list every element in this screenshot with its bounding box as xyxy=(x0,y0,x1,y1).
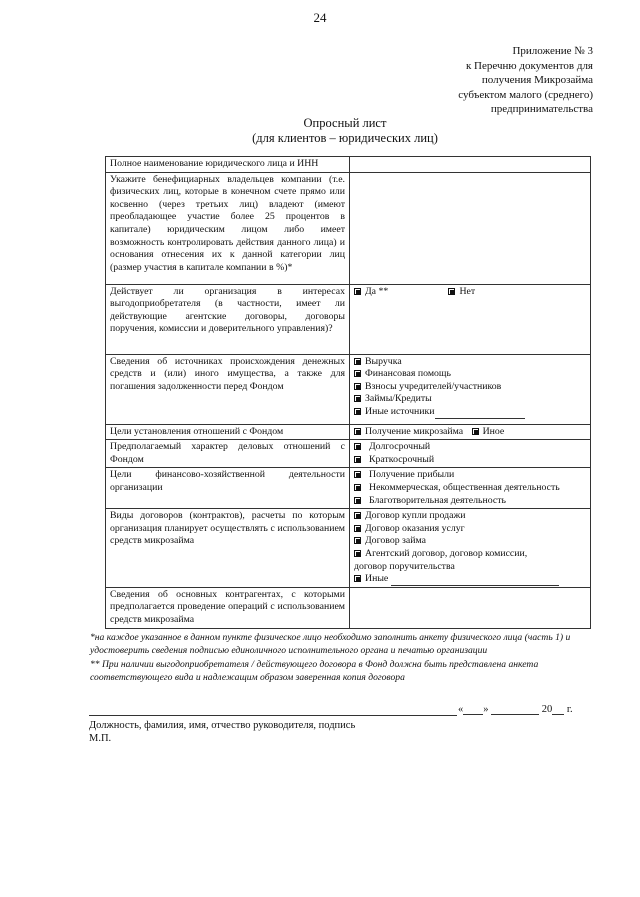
appendix-line: к Перечню документов для xyxy=(465,59,593,72)
question-cell: Предполагаемый характер деловых отношений с Фондом xyxy=(106,440,350,468)
checkbox-icon[interactable] xyxy=(354,456,361,463)
option-label: Выручка xyxy=(365,355,402,367)
option-item[interactable] xyxy=(354,510,586,523)
option-label: Благотворительная деятельность xyxy=(369,494,506,506)
option-label: Некоммерческая, общественная деятельность xyxy=(369,481,560,493)
table-row xyxy=(106,284,591,354)
option-item[interactable] xyxy=(354,426,463,437)
question-cell: Виды договоров (контрактов), расчеты по которым организация планирует осуществлять с использованием средств микрозайма xyxy=(106,509,350,588)
stamp-place: М.П. xyxy=(89,733,112,744)
question-cell: Действует ли организация в интересах выгодоприобретателя (в частности, имеет ли действующие агентские договоры, договоры поручения, комиссии и доверительного управления)? xyxy=(106,284,350,354)
question-cell: Полное наименование юридического лица и ИНН xyxy=(106,157,350,173)
year-prefix: 20 xyxy=(541,704,553,715)
checkbox-icon[interactable] xyxy=(354,471,361,478)
checkbox-icon[interactable] xyxy=(354,525,361,532)
option-item[interactable] xyxy=(354,368,586,381)
option-item[interactable] xyxy=(354,454,586,467)
option-item[interactable] xyxy=(354,469,586,482)
checkbox-icon[interactable] xyxy=(448,288,455,295)
option-label: Финансовая помощь xyxy=(365,368,451,380)
checkbox-icon[interactable] xyxy=(354,428,361,435)
option-label: Взносы учредителей/участников xyxy=(365,380,502,392)
date-quote-close: » xyxy=(483,704,489,715)
questionnaire-table xyxy=(105,156,591,629)
year-suffix: г. xyxy=(566,704,573,715)
option-item[interactable] xyxy=(354,381,586,394)
option-label: Долгосрочный xyxy=(369,441,431,453)
question-cell: Сведения об основных контрагентах, с которыми предполагается проведение операций с использованием средств микрозайма xyxy=(106,587,350,628)
table-row xyxy=(106,509,591,588)
answer-cell[interactable] xyxy=(350,157,591,173)
answer-cell xyxy=(350,440,591,468)
checkbox-icon[interactable] xyxy=(354,383,361,390)
option-label: Краткосрочный xyxy=(369,453,435,465)
option-continuation: договор поручительства xyxy=(354,560,455,572)
footnotes xyxy=(90,631,610,685)
appendix-line: Приложение № 3 xyxy=(512,45,593,57)
table-row xyxy=(106,157,591,173)
option-item[interactable] xyxy=(354,573,586,586)
option-label: Договор купли продажи xyxy=(365,510,466,522)
date-field[interactable] xyxy=(458,704,573,715)
question-cell: Укажите бенефициарных владельцев компании (т.е. физических лиц, которые в конечном счете прямо или косвенно (через третьих лиц) владеют (имеют преобладающее участие более 25 процентов в капитале) юридическим лицом либо имеет возможность контролировать действия данного лица) и основания отнесения их к данной категории лиц (размер участия в капитале компании в %)* xyxy=(106,172,350,284)
option-item[interactable] xyxy=(354,535,586,548)
option-label: Иные xyxy=(365,573,389,585)
checkbox-icon[interactable] xyxy=(354,550,361,557)
option-item[interactable] xyxy=(472,426,505,437)
table-row xyxy=(106,468,591,509)
year-blank[interactable] xyxy=(552,705,564,715)
answer-cell xyxy=(350,509,591,588)
answer-cell[interactable] xyxy=(350,587,591,628)
checkbox-icon[interactable] xyxy=(354,537,361,544)
checkbox-icon[interactable] xyxy=(354,358,361,365)
question-cell: Цели финансово-хозяйственной деятельности организации xyxy=(106,468,350,509)
title-line: Опросный лист xyxy=(303,116,387,130)
checkbox-icon[interactable] xyxy=(354,408,361,415)
checkbox-icon[interactable] xyxy=(354,395,361,402)
appendix-line: предпринимательства xyxy=(490,103,593,115)
option-item[interactable] xyxy=(354,393,586,406)
checkbox-label: Да ** xyxy=(365,285,389,297)
option-label: Получение микрозайма xyxy=(365,425,464,437)
answer-cell xyxy=(350,284,591,354)
table-row xyxy=(106,587,591,628)
title-subline: (для клиентов – юридических лиц) xyxy=(252,131,438,145)
checkbox-icon[interactable] xyxy=(354,288,361,295)
checkbox-icon[interactable] xyxy=(354,575,361,582)
option-label: Получение прибыли xyxy=(369,469,455,481)
table-row xyxy=(106,354,591,424)
answer-cell xyxy=(350,424,591,440)
table-row xyxy=(106,424,591,440)
fill-in-line[interactable] xyxy=(435,408,525,419)
date-quote-open: « xyxy=(458,704,464,715)
signature-line[interactable] xyxy=(89,707,457,716)
table-row xyxy=(106,440,591,468)
option-item[interactable] xyxy=(354,495,586,508)
option-label: Иное xyxy=(482,425,505,437)
checkbox-icon[interactable] xyxy=(354,497,361,504)
option-item[interactable] xyxy=(354,523,586,536)
signature-label xyxy=(89,719,355,745)
option-label: Договор займа xyxy=(365,535,427,547)
checkbox-icon[interactable] xyxy=(472,428,479,435)
signature-caption: Должность, фамилия, имя, отчество руководителя, подпись xyxy=(89,720,356,731)
fill-in-line[interactable] xyxy=(391,575,559,586)
checkbox-icon[interactable] xyxy=(354,370,361,377)
option-item[interactable] xyxy=(354,482,586,495)
form-title xyxy=(0,116,640,146)
checkbox-yes[interactable] xyxy=(354,286,446,299)
table-row xyxy=(106,172,591,284)
option-label: Иные источники xyxy=(365,405,435,417)
option-item[interactable] xyxy=(354,441,586,454)
day-blank[interactable] xyxy=(463,705,483,715)
option-item[interactable] xyxy=(354,356,586,369)
answer-cell xyxy=(350,354,591,424)
appendix-line: получения Микрозайма xyxy=(481,74,593,86)
question-cell: Цели установления отношений с Фондом xyxy=(106,424,350,440)
month-blank[interactable] xyxy=(491,705,539,715)
appendix-line: субъектом малого (среднего) xyxy=(458,88,593,101)
checkbox-icon[interactable] xyxy=(354,512,361,519)
page-number: 24 xyxy=(313,10,327,25)
option-label: Займы/Кредиты xyxy=(365,393,432,405)
appendix-header xyxy=(373,44,593,117)
footnote: *на каждое указанное в данном пункте физическое лицо необходимо заполнить анкету физического лица (часть 1) и удостоверить сведения подписью единоличного исполнительного органа и печатью организации xyxy=(90,632,571,657)
footnote: ** При наличии выгодоприобретателя / действующего договора в Фонд должна быть представлена анкета соответствующего вида и надлежащим образом заверенная копия договора xyxy=(90,658,539,684)
checkbox-icon[interactable] xyxy=(354,484,361,491)
answer-cell[interactable] xyxy=(350,172,591,284)
option-label: Договор оказания услуг xyxy=(365,522,465,534)
option-item[interactable] xyxy=(354,406,586,419)
answer-cell xyxy=(350,468,591,509)
checkbox-no[interactable] xyxy=(448,286,475,297)
checkbox-icon[interactable] xyxy=(354,443,361,450)
checkbox-label: Нет xyxy=(459,285,476,297)
option-label: Агентский договор, договор комиссии, xyxy=(365,547,528,559)
question-cell: Сведения об источниках происхождения денежных средств и (или) иного имущества, а также для погашения задолженности перед Фондом xyxy=(106,354,350,424)
option-item[interactable] xyxy=(354,548,586,561)
